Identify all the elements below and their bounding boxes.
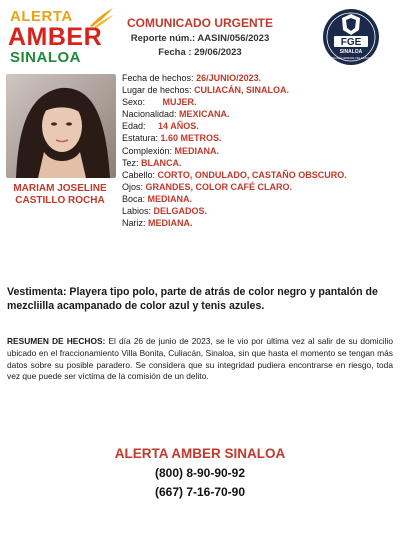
detail-label: Lugar de hechos: (122, 85, 195, 96)
detail-label: Sexo: (122, 97, 163, 108)
fge-seal-icon (322, 8, 380, 66)
detail-label: Complexión: (122, 145, 175, 156)
summary-text: El día 26 de junio de 2023, se le vio por última vez al salir de su domicilio ubicado en el fraccionamiento Villa Bonita, Culiacán, Sinaloa, sin que hasta el momento se tengan más datos sobre su posible paradero. Se considera que su integridad pudiera encontrarse en riesgo, toda vez que puede ser víctima de la comisión de un delito. (7, 336, 393, 382)
detail-row (122, 193, 392, 205)
logo-sinaloa-text: SINALOA (10, 49, 81, 66)
detail-value: 26/JUNIO/2023. (196, 73, 262, 83)
detail-label: Edad: (122, 121, 159, 132)
phone-number-2[interactable]: (667) 7-16-70-90 (154, 485, 246, 499)
summary-label: RESUMEN DE HECHOS: (7, 336, 106, 346)
name-line-2: CASTILLO ROCHA (15, 195, 105, 206)
missing-person-name (4, 183, 116, 207)
detail-row (122, 181, 392, 193)
detail-row (122, 145, 392, 157)
detail-value: 14 AÑOS. (158, 121, 199, 132)
footer-title: ALERTA AMBER SINALOA (114, 446, 286, 461)
logo-alerta-text: ALERTA (10, 8, 73, 25)
missing-person-photo (6, 74, 116, 178)
detail-label: Ojos: (122, 181, 146, 192)
detail-value: MEDIANA. (148, 218, 193, 229)
detail-value: MEDIANA. (174, 145, 220, 156)
detail-value: MEDIANA. (147, 193, 193, 204)
detail-row (122, 217, 392, 229)
detail-value: CORTO, ONDULADO, CASTAÑO OBSCURO. (157, 169, 347, 180)
detail-label: Nacionalidad: (122, 109, 180, 120)
detail-row (122, 120, 392, 132)
detail-row (122, 169, 392, 181)
detail-row (122, 72, 392, 84)
bulletin-title: COMUNICADO URGENTE (127, 16, 273, 30)
detail-row (122, 157, 392, 169)
phone-number-1[interactable]: (800) 8-90-90-92 (154, 466, 246, 480)
report-number: Reporte núm.: AASIN/056/2023 (130, 33, 270, 44)
detail-label: Tez: (122, 157, 142, 168)
clothing-description: Vestimenta: Playera tipo polo, parte de atrás de color negro y pantalón de mezcliilla acampanado de color azul y tenis azules. (7, 286, 378, 312)
detail-label: Nariz: (122, 218, 149, 229)
bulletin-date: Fecha : 29/06/2023 (158, 47, 242, 58)
seal-caption: FISCALÍA GENERAL DEL ESTADO (330, 57, 372, 60)
detail-value: MEXICANA. (179, 109, 230, 120)
name-line-1: MARIAM JOSELINE (13, 183, 107, 194)
detail-row (122, 84, 392, 96)
detail-value: MUJER. (162, 97, 197, 108)
detail-label: Cabello: (122, 169, 158, 180)
detail-value: DELGADOS. (153, 206, 208, 217)
physical-details (122, 72, 392, 229)
detail-row (122, 96, 392, 108)
summary-of-events (7, 336, 393, 383)
seal-abbr: FGE (340, 37, 362, 48)
detail-row (122, 108, 392, 120)
detail-value: 1.60 METROS. (160, 133, 222, 144)
detail-value: CULIACÁN, SINALOA. (194, 85, 290, 96)
detail-value: BLANCA. (141, 157, 182, 168)
detail-label: Fecha de hechos: (122, 73, 197, 83)
detail-label: Labios: (122, 206, 154, 217)
detail-row (122, 205, 392, 217)
logo-amber-text: AMBER (8, 23, 103, 51)
detail-label: Boca: (122, 193, 148, 204)
detail-label: Estatura: (122, 133, 161, 144)
seal-state: SINALOA (339, 49, 363, 55)
detail-row (122, 132, 392, 144)
detail-value: GRANDES, COLOR CAFÉ CLARO. (145, 181, 293, 192)
